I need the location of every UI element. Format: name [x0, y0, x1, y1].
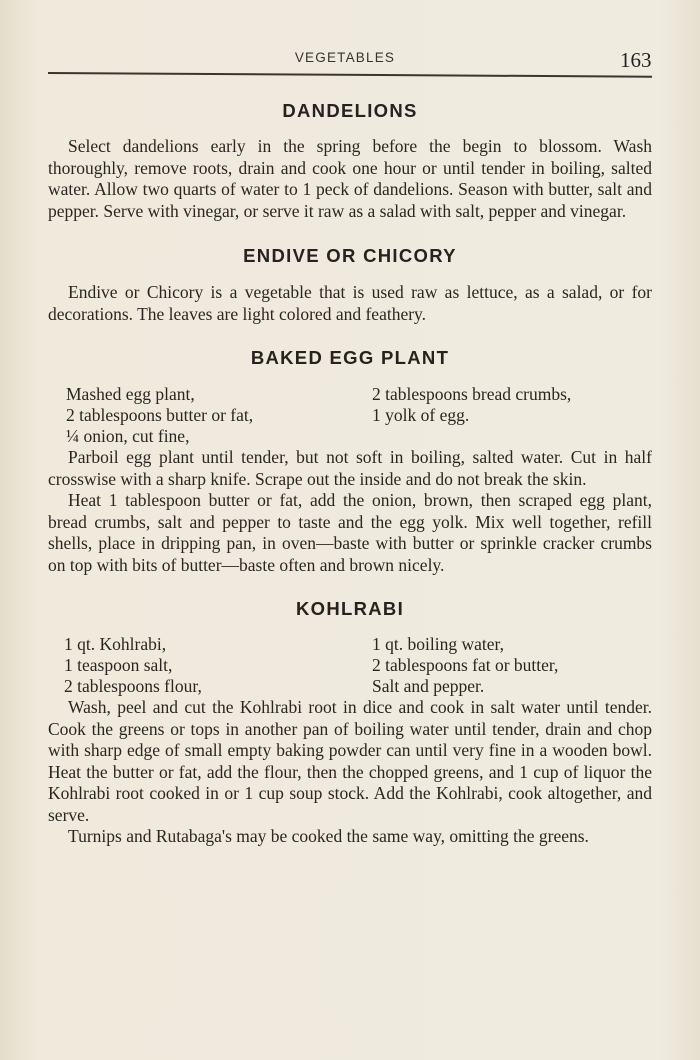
- recipe-paragraph: Heat 1 tablespoon butter or fat, add the onion, brown, then scraped egg plant, bread crumbs, salt and pepper to taste and the egg yolk. Mix well together, refill shells, place in dripping pan, in oven—baste with butter or sprinkle cracker crumbs on top with bits of butter—baste often and brown nicely.: [48, 490, 652, 575]
- ingredient-list: [48, 384, 652, 447]
- recipe-kohlrabi: [48, 598, 652, 848]
- recipe-paragraph: Parboil egg plant until tender, but not soft in boiling, salted water. Cut in half crosswise with a sharp knife. Scrape out the inside and do not break the skin.: [48, 447, 652, 489]
- ingredient-item: 1 qt. boiling water,: [372, 634, 504, 654]
- ingredient-column-left: [48, 634, 372, 697]
- ingredient-item: 2 tablespoons fat or butter,: [372, 655, 559, 675]
- recipe-paragraph: Wash, peel and cut the Kohlrabi root in dice and cook in salt water until tender. Cook the greens or tops in another pan of boiling water until tender, drain and chop with sharp edge of small empty baking powder can until very fine in a wooden bowl. Heat the butter or fat, add the flour, then the chopped greens, and 1 cup of liquor the Kohlrabi root cooked in or 1 cup soup stock. Add the Kohlrabi, cook altogether, and serve.: [48, 697, 652, 825]
- running-title: VEGETABLES: [294, 50, 396, 65]
- recipe-heading: DANDELIONS: [282, 100, 418, 121]
- recipe-heading: KOHLRABI: [295, 598, 405, 619]
- ingredient-column-right: [372, 384, 652, 447]
- ingredient-item: ¼ onion, cut fine,: [66, 426, 190, 446]
- recipe-heading: ENDIVE OR CHICORY: [243, 245, 457, 266]
- ingredient-item: Salt and pepper.: [372, 676, 485, 696]
- ingredient-item: 2 tablespoons bread crumbs,: [372, 384, 572, 404]
- ingredient-column-left: [48, 384, 372, 447]
- ingredient-item: 2 tablespoons flour,: [64, 676, 202, 696]
- ingredient-item: 1 teaspoon salt,: [64, 655, 173, 675]
- recipe-heading: BAKED EGG PLANT: [250, 347, 450, 368]
- recipe-dandelions: [48, 100, 652, 222]
- recipe-baked-egg-plant: [48, 347, 652, 576]
- ingredient-item: Mashed egg plant,: [66, 384, 195, 404]
- ingredient-item: 1 yolk of egg.: [372, 405, 470, 425]
- page-number: 163: [620, 48, 652, 72]
- ingredient-column-right: [372, 634, 652, 697]
- header-rule: [48, 72, 652, 78]
- ingredient-item: 2 tablespoons butter or fat,: [66, 405, 254, 425]
- ingredient-item: 1 qt. Kohlrabi,: [64, 634, 167, 654]
- recipe-endive: [48, 245, 652, 325]
- ingredient-list: [48, 634, 652, 697]
- recipe-paragraph: Endive or Chicory is a vegetable that is used raw as lettuce, as a salad, or for decorations. The leaves are light colored and feathery.: [48, 282, 652, 324]
- recipe-paragraph: Select dandelions early in the spring before the begin to blossom. Wash thoroughly, remove roots, drain and cook one hour or until tender in boiling, salted water. Allow two quarts of water to 1 peck of dandelions. Season with butter, salt and pepper. Serve with vinegar, or serve it raw as a salad with salt, pepper and vinegar.: [48, 136, 652, 221]
- running-head: [0, 50, 700, 72]
- recipe-paragraph: Turnips and Rutabaga's may be cooked the same way, omitting the greens.: [68, 826, 589, 846]
- page-content: [48, 96, 652, 848]
